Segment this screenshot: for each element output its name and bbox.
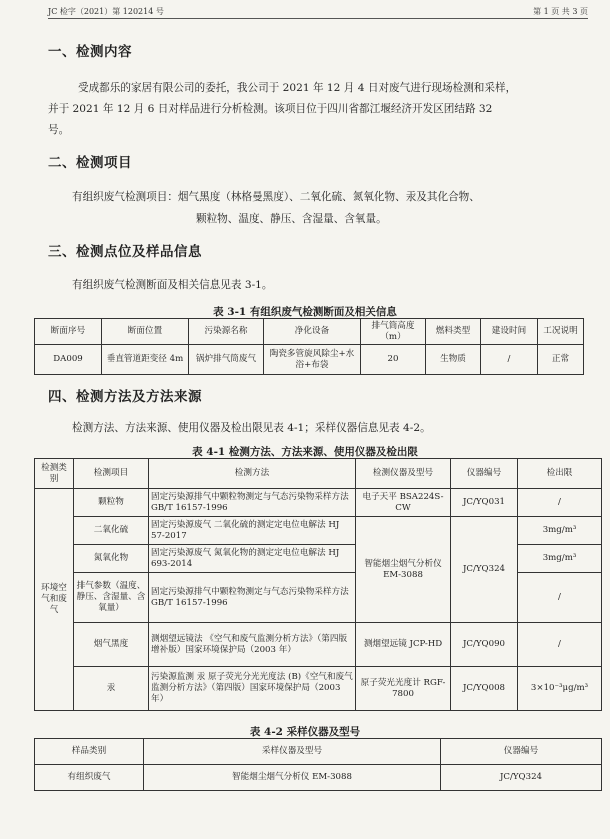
table-header-cell: 排气筒高度（m） [361, 319, 426, 345]
table-3-1-caption: 表 3-1 有组织废气检测断面及相关信息 [213, 306, 397, 318]
table-cell: 固定污染源废气 氮氧化物的测定定电位电解法 HJ 693-2014 [149, 545, 356, 573]
category-cell: 环境空气和废气 [35, 489, 74, 711]
s2-line1: 有组织废气检测项目：烟气黑度（林格曼黑度）、二氧化硫、氮氧化物、汞及其化合物、 [72, 191, 480, 203]
table-row [35, 489, 602, 517]
table-cell: JC/YQ031 [451, 489, 518, 517]
table-header-cell: 污染源名称 [189, 319, 264, 345]
table-row [35, 623, 602, 667]
table-cell: 测烟望远镜 JCP-HD [356, 623, 451, 667]
table-header-row [35, 739, 602, 765]
table-cell: / [518, 623, 602, 667]
table-header-cell: 仪器编号 [441, 739, 602, 765]
table-cell: 二氧化硫 [74, 517, 149, 545]
section-title-3: 三、检测点位及样品信息 [48, 244, 202, 260]
table-cell: 固定污染源排气中颗粒物测定与气态污染物采样方法 GB/T 16157-1996 [149, 489, 356, 517]
table-header-cell: 工况说明 [538, 319, 584, 345]
table-cell: JC/YQ324 [451, 517, 518, 623]
page-number: 第 1 页 共 3 页 [533, 7, 588, 16]
table-4-2-caption: 表 4-2 采样仪器及型号 [249, 726, 361, 738]
table-cell: 固定污染源排气中颗粒物测定与气态污染物采样方法 GB/T 16157-1996 [149, 573, 356, 623]
table-header-cell: 建设时间 [481, 319, 538, 345]
table-cell: 陶瓷多管旋风除尘+水浴+布袋 [264, 345, 361, 375]
table-cell: 有组织废气 [35, 765, 144, 791]
table-cell: 锅炉排气筒废气 [189, 345, 264, 375]
s1-line3: 号。 [48, 124, 70, 136]
table-cell: 烟气黑度 [74, 623, 149, 667]
section-title-2: 二、检测项目 [48, 155, 132, 171]
table-cell: 3mg/m³ [518, 545, 602, 573]
table-cell: / [518, 573, 602, 623]
table-cell: 生物质 [426, 345, 481, 375]
table-cell: 20 [361, 345, 426, 375]
s1-line1: 受成都乐的家居有限公司的委托，我公司于 2021 年 12 月 4 日对废气进行现场检测和采样， [78, 82, 517, 94]
table-row [35, 517, 602, 545]
table-cell: 污染源监测 汞 原子荧光分光光度法 (B)《空气和废气监测分析方法》（第四版）国家环境保护局（2003 年） [149, 667, 356, 711]
table-header-cell: 采样仪器及型号 [144, 739, 441, 765]
table-cell: 智能烟尘烟气分析仪 EM-3088 [144, 765, 441, 791]
table-cell: 垂直管道距变径 4m [102, 345, 189, 375]
table-cell: JC/YQ008 [451, 667, 518, 711]
table-4-2 [34, 738, 602, 791]
section-title-4: 四、检测方法及方法来源 [48, 389, 202, 405]
table-header-cell: 检出限 [518, 459, 602, 489]
table-cell: 颗粒物 [74, 489, 149, 517]
table-3-1 [34, 318, 584, 375]
table-header-cell: 检测方法 [149, 459, 356, 489]
table-header-cell: 检测仪器及型号 [356, 459, 451, 489]
page-header [48, 4, 588, 19]
table-cell: 智能烟尘烟气分析仪 EM-3088 [356, 517, 451, 623]
table-cell: 氮氧化物 [74, 545, 149, 573]
s3-line1: 有组织废气检测断面及相关信息见表 3-1。 [72, 279, 273, 291]
table-cell: 3mg/m³ [518, 517, 602, 545]
table-cell: 测烟望远镜法 《空气和废气监测分析方法》（第四版增补版）国家环境保护局（2003 年） [149, 623, 356, 667]
table-header-cell: 净化设备 [264, 319, 361, 345]
table-header-cell: 燃料类型 [426, 319, 481, 345]
s2-line2: 颗粒物、温度、静压、含湿量、含氧量。 [196, 213, 387, 225]
table-4-1 [34, 458, 602, 711]
table-4-1-caption: 表 4-1 检测方法、方法来源、使用仪器及检出限 [192, 446, 418, 458]
table-header-row [35, 459, 602, 489]
table-cell: 正常 [538, 345, 584, 375]
table-cell: / [481, 345, 538, 375]
table-cell: 电子天平 BSA224S-CW [356, 489, 451, 517]
table-cell: 3×10⁻³μg/m³ [518, 667, 602, 711]
s4-line1: 检测方法、方法来源、使用仪器及检出限见表 4-1；采样仪器信息见表 4-2。 [72, 422, 431, 434]
table-row [35, 345, 584, 375]
table-cell: 原子荧光光度计 RGF-7800 [356, 667, 451, 711]
table-header-row [35, 319, 584, 345]
s1-line2: 并于 2021 年 12 月 6 日对样品进行分析检测。该项目位于四川省都江堰经济开发区团结路 32 [48, 103, 493, 115]
table-header-cell: 检测项目 [74, 459, 149, 489]
table-header-cell: 样品类别 [35, 739, 144, 765]
table-cell: 汞 [74, 667, 149, 711]
table-header-cell: 检测类别 [35, 459, 74, 489]
table-header-cell: 断面序号 [35, 319, 102, 345]
table-cell: DA009 [35, 345, 102, 375]
section-title-1: 一、检测内容 [48, 44, 132, 60]
table-row [35, 765, 602, 791]
table-cell: 固定污染源废气 二氧化硫的测定定电位电解法 HJ 57-2017 [149, 517, 356, 545]
table-cell: / [518, 489, 602, 517]
table-cell: 排气参数（温度、静压、含湿量、含氧量） [74, 573, 149, 623]
table-cell: JC/YQ090 [451, 623, 518, 667]
table-header-cell: 仪器编号 [451, 459, 518, 489]
report-number: JC 检字（2021）第 120214 号 [48, 7, 164, 16]
table-header-cell: 断面位置 [102, 319, 189, 345]
table-cell: JC/YQ324 [441, 765, 602, 791]
table-row [35, 667, 602, 711]
